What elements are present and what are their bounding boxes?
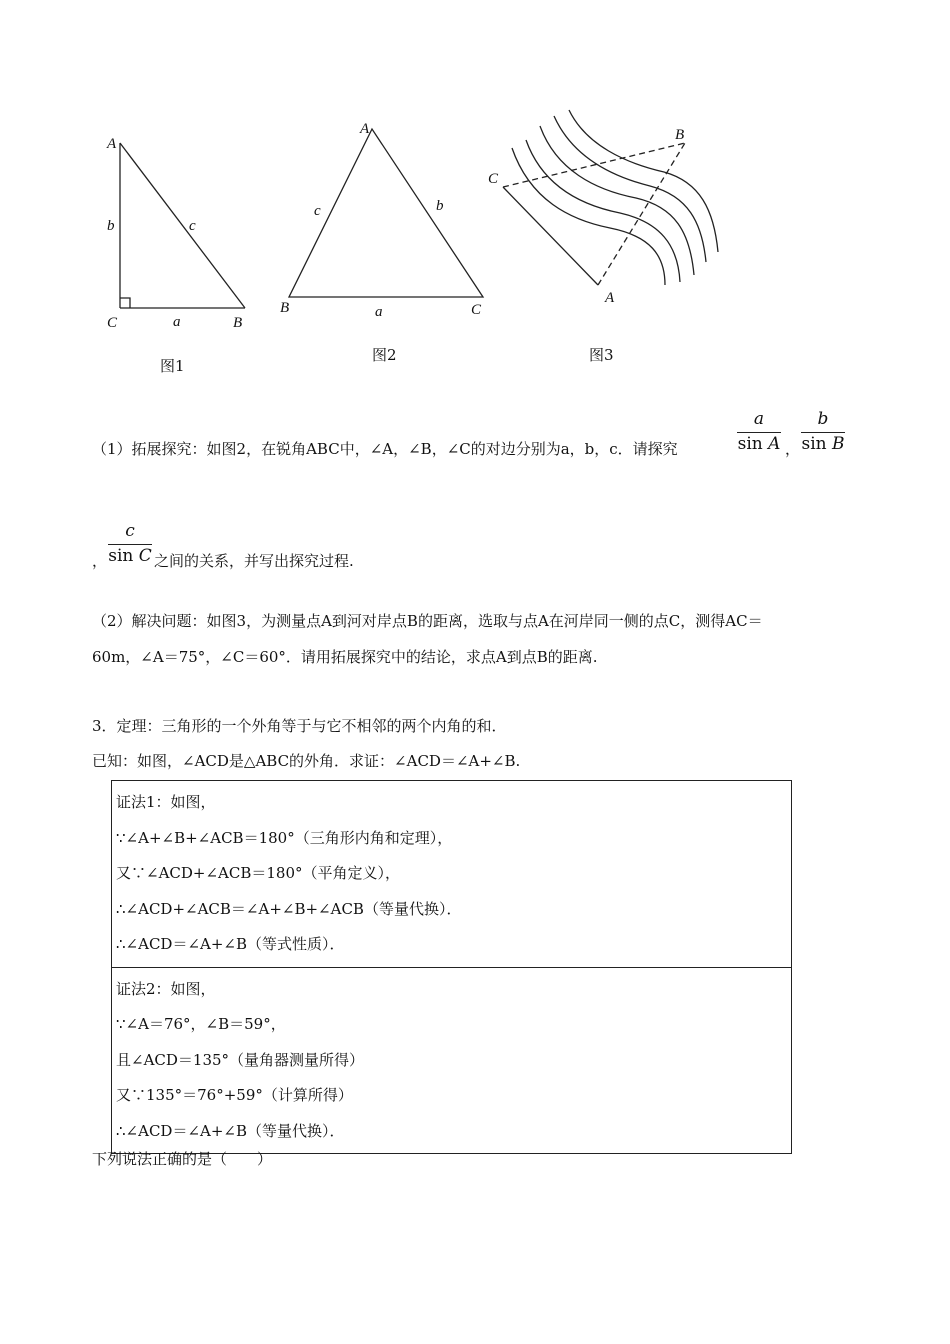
fig2-label-A: A	[360, 121, 370, 137]
fig3-label-B: B	[675, 127, 685, 143]
fig2-label-b: b	[436, 198, 444, 214]
fig1-label-C: C	[107, 315, 118, 331]
fig1-label-B: B	[233, 315, 243, 331]
fraction-b-numerator: b	[817, 409, 829, 429]
proof-table	[111, 780, 792, 1154]
fig3-label-A: A	[605, 290, 615, 306]
fraction-a-numerator: a	[753, 409, 765, 429]
figure-1-caption: 图1	[160, 357, 185, 375]
proof-row-2	[112, 967, 792, 1154]
proof-2-line: ∴∠ACD＝∠A+∠B（等量代换）．	[116, 1121, 345, 1140]
proof-1-line: 又∵∠ACD+∠ACB＝180°（平角定义），	[116, 864, 401, 882]
figure-1-right-triangle	[120, 143, 245, 308]
proof-2-line: 证法2：如图，	[116, 979, 216, 998]
fraction-a-over-sinA	[737, 408, 781, 455]
proof-1-line: ∴∠ACD+∠ACB＝∠A+∠B+∠ACB（等量代换）．	[116, 899, 462, 918]
fraction-c-den-var: C	[138, 546, 152, 566]
proof-2-line: 且∠ACD＝135°（量角器测量所得）	[116, 1050, 365, 1069]
fraction-a-den-fn: sin	[737, 434, 763, 454]
fraction-b-over-sinB	[801, 408, 845, 455]
fraction-c-over-sinC	[108, 520, 152, 567]
figure-3-river	[503, 110, 718, 285]
part1-separator: ，	[785, 440, 801, 458]
figure-2-caption: 图2	[372, 346, 397, 364]
fig1-label-c: c	[189, 218, 196, 234]
fraction-b-denominator	[801, 433, 845, 455]
proof-1-line: ∵∠A+∠B+∠ACB＝180°（三角形内角和定理），	[116, 828, 453, 847]
proof-1-line: ∴∠ACD＝∠A+∠B（等式性质）．	[116, 935, 345, 953]
fraction-c-numerator: c	[125, 521, 135, 541]
proof-2-cell	[112, 967, 792, 1154]
fig2-label-C: C	[471, 302, 482, 318]
fig2-label-B: B	[280, 300, 290, 316]
fraction-b-den-fn: sin	[801, 434, 827, 454]
fig1-label-a: a	[173, 314, 181, 330]
part1-line2-lead: ，	[92, 552, 108, 570]
fraction-c-den-fn: sin	[108, 546, 134, 566]
proof-2-line: ∵∠A＝76°，∠B＝59°，	[116, 1015, 286, 1033]
fraction-b-den-var: B	[832, 434, 845, 454]
fraction-c-denominator	[108, 545, 152, 567]
part1-text: （1）拓展探究：如图2，在锐角ABC中，∠A，∠B，∠C的对边分别为a，b，c．请探究	[92, 440, 678, 458]
fig1-label-b: b	[107, 218, 115, 234]
fig3-label-C: C	[488, 171, 499, 187]
proof-row-1	[112, 781, 792, 968]
q3-title: 3．定理：三角形的一个外角等于与它不相邻的两个内角的和．	[92, 717, 507, 735]
fig2-label-a: a	[375, 304, 383, 320]
part1-line2-tail: 之间的关系，并写出探究过程.	[154, 552, 354, 570]
q3-given: 已知：如图，∠ACD是△ABC的外角．求证：∠ACD＝∠A+∠B.	[92, 752, 521, 770]
part2-line2: 60m，∠A＝75°，∠C＝60°．请用拓展探究中的结论，求点A到点B的距离.	[92, 648, 598, 666]
fig1-label-A: A	[107, 136, 117, 152]
figures-area	[0, 0, 950, 400]
proof-1-cell	[112, 781, 792, 968]
q3-question: 下列说法正确的是（ ）	[92, 1150, 273, 1168]
proof-1-line: 证法1：如图，	[116, 793, 216, 811]
figure-3-caption: 图3	[589, 346, 614, 364]
fraction-a-den-var: A	[768, 434, 781, 454]
part2-line1: （2）解决问题：如图3，为测量点A到河对岸点B的距离，选取与点A在河岸同一侧的点C，测得AC＝	[92, 612, 763, 630]
proof-2-line: 又∵135°＝76°+59°（计算所得）	[116, 1086, 353, 1104]
fraction-a-denominator	[737, 433, 781, 455]
fig2-label-c: c	[314, 203, 321, 219]
